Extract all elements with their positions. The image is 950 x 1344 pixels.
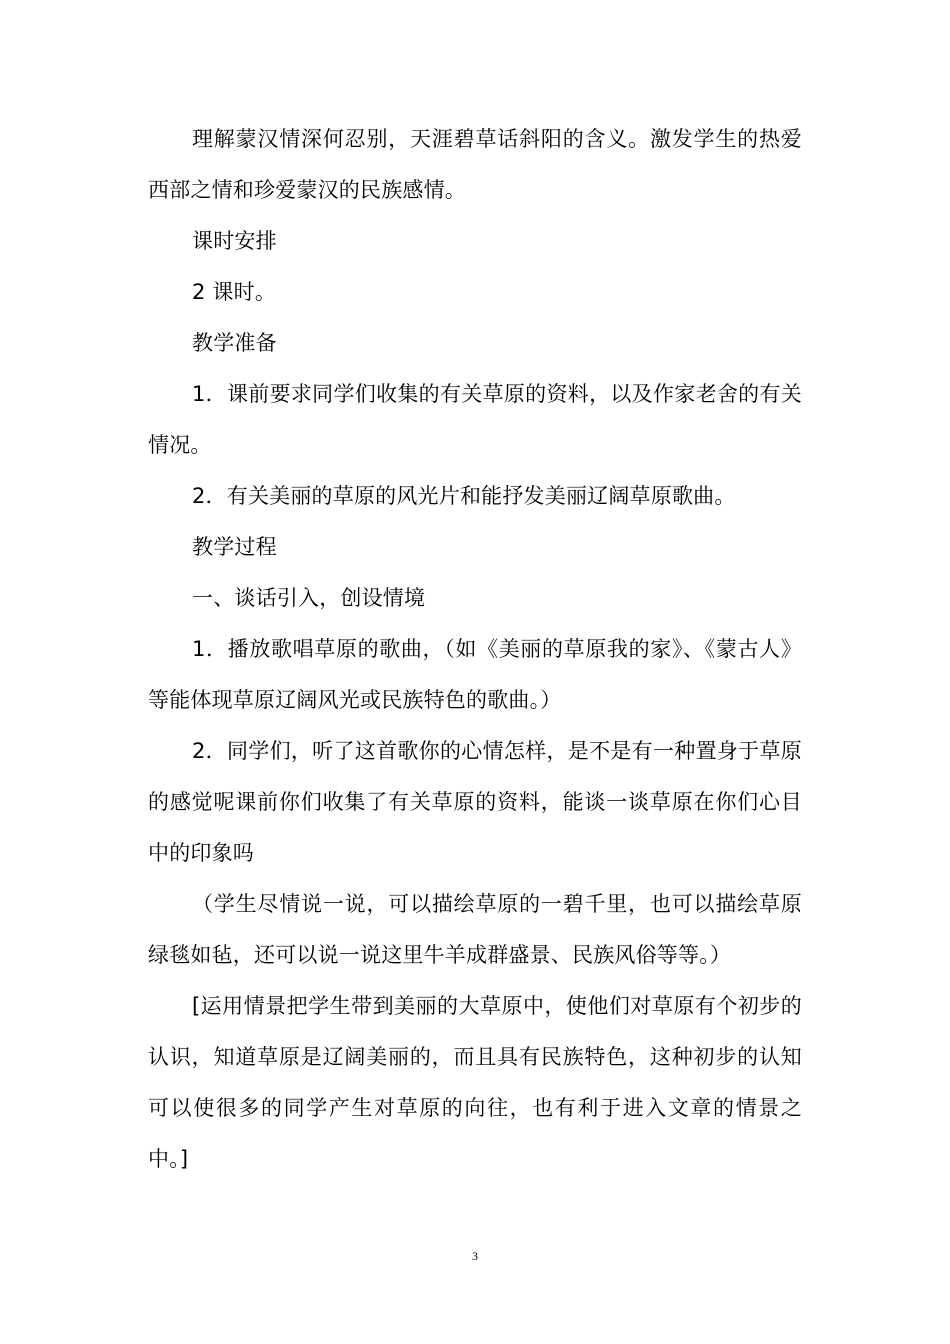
- document-body: [148, 114, 802, 1185]
- paragraph-step-2: 2．同学们，听了这首歌你的心情怎样，是不是有一种置身于草原的感觉呢课前你们收集了有关草原的资料，能谈一谈草原在你们心目中的印象吗: [148, 739, 802, 865]
- heading-section-1: 一、谈话引入，创设情境: [192, 586, 426, 610]
- paragraph-commentary: [运用情景把学生带到美丽的大草原中，使他们对草原有个初步的认识，知道草原是辽阔美丽的，而且具有民族特色，这种初步的认知可以使很多的同学产生对草原的向往，也有利于进入文章的情景之中。]: [148, 994, 802, 1171]
- heading-process: 教学过程: [192, 535, 277, 559]
- heading-preparation: 教学准备: [192, 331, 277, 355]
- paragraph-preparation-2: 2．有关美丽的草原的风光片和能抒发美丽辽阔草原歌曲。: [192, 484, 736, 508]
- paragraph-step-1: 1．播放歌唱草原的歌曲，（如《美丽的草原我的家》、《蒙古人》等能体现草原辽阔风光或民族特色的歌曲。）: [148, 637, 802, 712]
- heading-schedule: 课时安排: [192, 229, 277, 253]
- paragraph-objective: 理解蒙汉情深何忍别，天涯碧草话斜阳的含义。激发学生的热爱西部之情和珍爱蒙汉的民族感情。: [148, 127, 802, 202]
- paragraph-preparation-1: 1．课前要求同学们收集的有关草原的资料，以及作家老舍的有关情况。: [148, 382, 802, 457]
- page-number: 3: [472, 1249, 478, 1263]
- paragraph-schedule: 2 课时。: [192, 280, 277, 304]
- paragraph-student-activity: （学生尽情说一说，可以描绘草原的一碧千里，也可以描绘草原绿毯如毡，还可以说一说这里牛羊成群盛景、民族风俗等等。）: [148, 892, 802, 967]
